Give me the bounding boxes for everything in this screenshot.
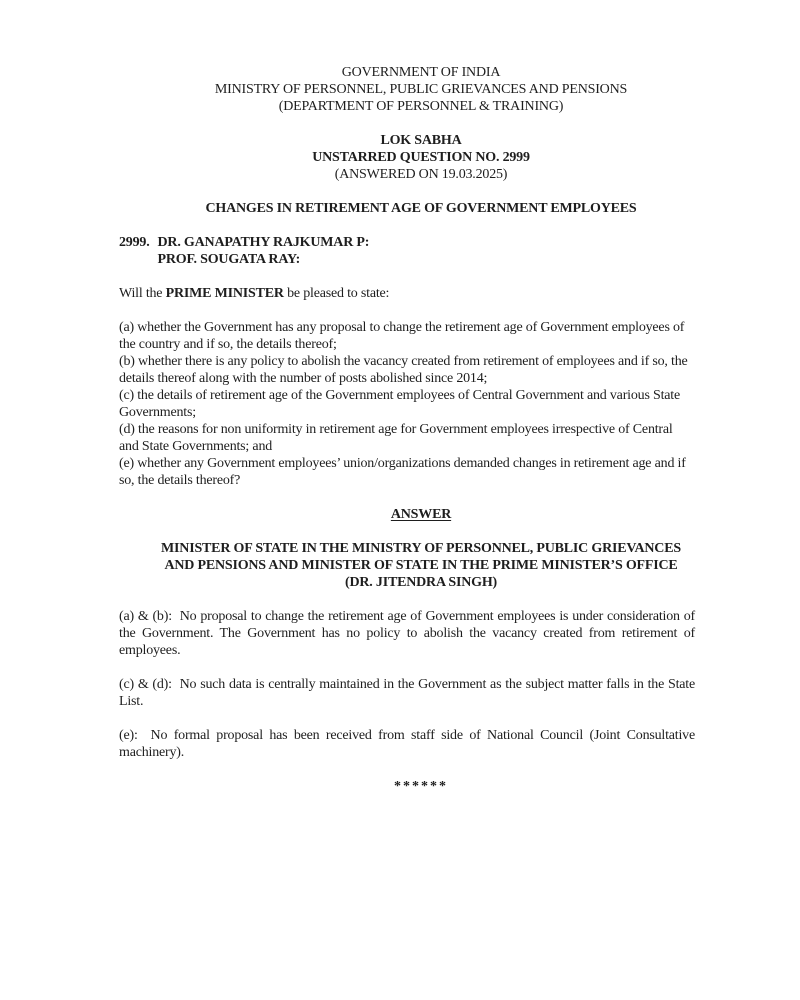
question-item-c: (c) the details of retirement age of the Government employees of Central Government and various State Governments; (119, 388, 680, 420)
minister-heading-line-2: AND PENSIONS AND MINISTER OF STATE IN THE PRIME MINISTER’S OFFICE (164, 558, 678, 573)
answer-paragraph-e: (e): No formal proposal has been received from staff side of National Council (Joint Consultative machinery). (119, 728, 695, 760)
member-names (158, 234, 370, 268)
question-items (119, 319, 695, 489)
answered-on-date: (ANSWERED ON 19.03.2025) (334, 167, 508, 182)
answer-paragraph-ab: (a) & (b): No proposal to change the retirement age of Government employees is under consideration of the Government. The Government has no policy to abolish the vacancy created from retirement of employees. (119, 609, 695, 658)
member-name-1: DR. GANAPATHY RAJKUMAR P: (157, 235, 370, 250)
intro-post: be pleased to state: (283, 286, 390, 301)
answer-heading-block (133, 506, 709, 523)
minister-heading (133, 540, 709, 591)
minister-heading-line-3: (DR. JITENDRA SINGH) (345, 575, 497, 590)
header-ministry: MINISTRY OF PERSONNEL, PUBLIC GRIEVANCES AND PENSIONS (214, 82, 628, 97)
question-item-b: (b) whether there is any policy to abolish the vacancy created from retirement of employees and if so, the details thereof along with the number of posts abolished since 2014; (119, 354, 688, 386)
header-government-of-india: GOVERNMENT OF INDIA (341, 65, 501, 80)
government-header (133, 64, 709, 115)
question-intro (119, 285, 695, 302)
house-name: LOK SABHA (380, 133, 462, 148)
question-item-a: (a) whether the Government has any proposal to change the retirement age of Government employees of the country and if so, the details thereof; (119, 320, 685, 352)
session-block (133, 132, 709, 183)
answer-heading: ANSWER (390, 507, 452, 522)
members-block (119, 234, 695, 268)
end-marker-stars: ****** (394, 779, 448, 794)
minister-heading-line-1: MINISTER OF STATE IN THE MINISTRY OF PERSONNEL, PUBLIC GRIEVANCES (161, 541, 681, 556)
subject-title: CHANGES IN RETIREMENT AGE OF GOVERNMENT EMPLOYEES (205, 201, 637, 216)
question-number: 2999. (119, 235, 150, 250)
question-item-e: (e) whether any Government employees’ union/organizations demanded changes in retirement age and if so, the details thereof? (119, 456, 686, 488)
member-name-2: PROF. SOUGATA RAY: (157, 252, 301, 267)
intro-minister-name: PRIME MINISTER (165, 286, 284, 301)
intro-pre: Will the (119, 286, 166, 301)
end-marker-block (133, 778, 709, 795)
answer-paragraph-cd: (c) & (d): No such data is centrally maintained in the Government as the subject matter falls in the State List. (119, 677, 695, 709)
question-number-heading: UNSTARRED QUESTION NO. 2999 (312, 150, 530, 165)
question-item-d: (d) the reasons for non uniformity in retirement age for Government employees irrespective of Central and State Governments; and (119, 422, 673, 454)
header-department: (DEPARTMENT OF PERSONNEL & TRAINING) (278, 99, 564, 114)
